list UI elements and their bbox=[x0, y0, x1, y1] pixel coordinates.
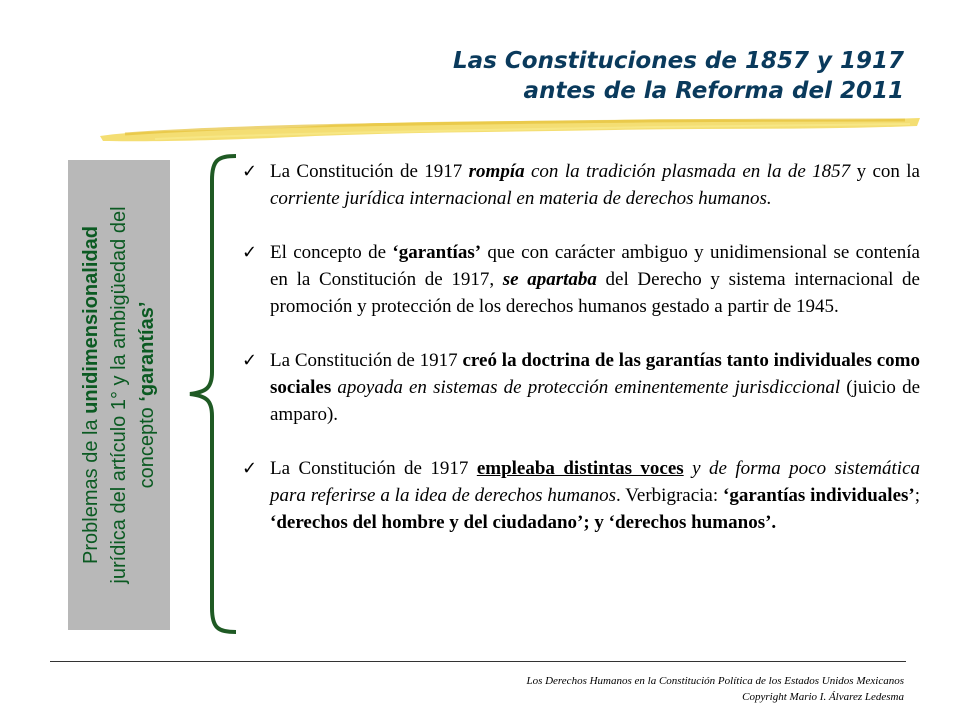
sidebar-line3-prefix: concepto bbox=[136, 401, 158, 489]
bullet-text-segment: . Verbigracia: bbox=[616, 485, 723, 506]
slide-title bbox=[384, 46, 904, 106]
sidebar-line2: jurídica del artículo 1° y la ambigüedad del bbox=[108, 206, 130, 584]
bullet-text-segment: con la tradición plasmada en la de 1857 bbox=[524, 161, 851, 182]
footer-line-1: Los Derechos Humanos en la Constitución Política de los Estados Unidos Mexicanos bbox=[526, 675, 904, 687]
footer-divider bbox=[50, 661, 906, 662]
title-line-1: Las Constituciones de 1857 y 1917 bbox=[453, 48, 904, 74]
check-icon: ✓ bbox=[242, 458, 258, 479]
bullet-list bbox=[242, 158, 920, 563]
bullet-item bbox=[242, 158, 920, 212]
sidebar-line3-bold: ‘garantías’ bbox=[136, 301, 158, 402]
check-icon: ✓ bbox=[242, 161, 258, 182]
decorative-brush-stroke bbox=[95, 108, 925, 148]
bullet-text-segment: empleaba distintas voces bbox=[476, 458, 684, 479]
bullet-text-segment: La Constitución de 1917 bbox=[270, 161, 469, 182]
sidebar-label bbox=[68, 160, 170, 630]
bullet-text-segment: y con la bbox=[850, 161, 920, 182]
curly-brace-icon bbox=[178, 150, 238, 640]
bullet-text-segment: La Constitución de 1917 bbox=[270, 350, 463, 371]
footer-line-2: Copyright Mario I. Álvarez Ledesma bbox=[742, 691, 904, 703]
bullet-item bbox=[242, 347, 920, 428]
sidebar-panel bbox=[68, 160, 170, 630]
bullet-text-segment: se apartaba bbox=[502, 269, 597, 290]
footer bbox=[304, 673, 904, 705]
bullet-text-segment: rompía bbox=[468, 161, 525, 182]
check-icon: ✓ bbox=[242, 350, 258, 371]
bullet-item bbox=[242, 239, 920, 320]
title-line-2: antes de la Reforma del 2011 bbox=[523, 78, 904, 104]
bullet-text-segment: ‘derechos del hombre y del ciudadano’; y ‘derechos humanos’. bbox=[270, 512, 777, 533]
check-icon: ✓ bbox=[242, 242, 258, 263]
bullet-text-segment: ; bbox=[914, 485, 921, 506]
bullet-item bbox=[242, 455, 920, 536]
bullet-text-segment: del Derecho y sistema internacional de promoción y protección de los derechos humanos gestado a partir de 1945. bbox=[270, 269, 920, 317]
bullet-text-segment: ‘garantías individuales’ bbox=[723, 485, 915, 506]
bullet-text-segment: El concepto de bbox=[270, 242, 393, 263]
bullet-text-segment: ‘garantías’ bbox=[392, 242, 482, 263]
sidebar-line1-prefix: Problemas de la bbox=[80, 413, 102, 564]
bullet-text-segment: (juicio de amparo). bbox=[270, 377, 921, 425]
bullet-text-segment: apoyada en sistemas de protección eminentemente jurisdiccional bbox=[331, 377, 841, 398]
sidebar-line1-bold: unidimensionalidad bbox=[80, 226, 102, 414]
bullet-text-segment: corriente jurídica internacional en materia de derechos humanos. bbox=[270, 188, 772, 209]
bullet-text-segment: que con carácter ambiguo y unidimensional se contenía en la Constitución de 1917, bbox=[270, 242, 920, 290]
bullet-text-segment: y de forma poco sistemática para referirse a la idea de derechos humanos bbox=[270, 458, 921, 506]
bullet-text-segment: creó la doctrina de las garantías tanto individuales como sociales bbox=[270, 350, 920, 398]
bullet-text-segment: La Constitución de 1917 bbox=[270, 458, 477, 479]
